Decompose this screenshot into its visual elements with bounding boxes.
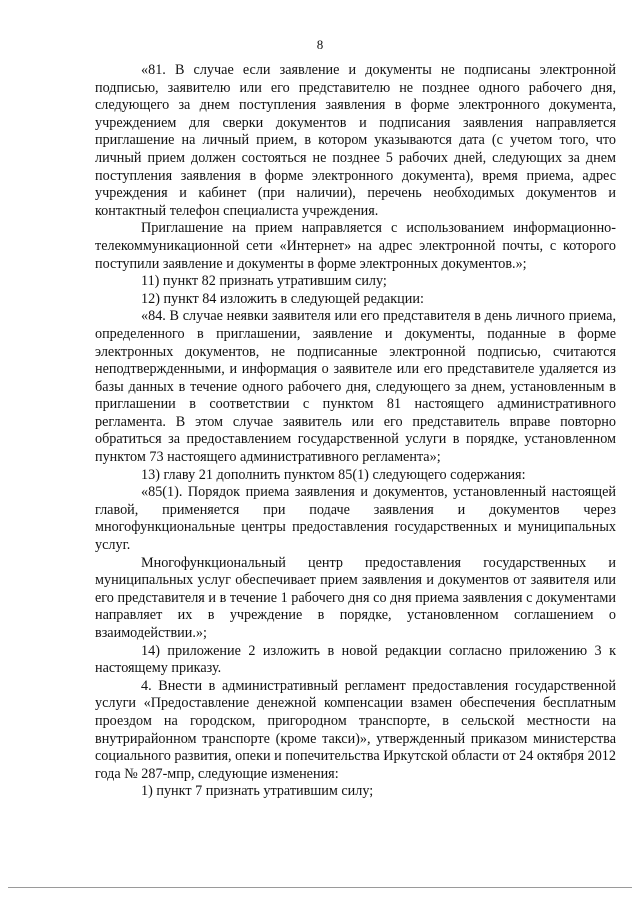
- paragraph-change-1: 1) пункт 7 признать утратившим силу;: [141, 783, 374, 800]
- paragraph-invitation: Приглашение на прием направляется с использованием информационно-телекоммуникационной сети «Интернет» на адрес электронной почты, с которого поступили заявление и документы в форме электронных документов.»;: [95, 220, 616, 272]
- paragraph-amendment-11: 11) пункт 82 признать утратившим силу;: [141, 273, 387, 290]
- paragraph-section-4: 4. Внести в административный регламент предоставления государственной услуги «Предоставление денежной компенсации взамен обеспечения бесплатным проездом на городском, пригородном транспорте, в сельской местности на внутрирайонном транспорте (кроме такси)», утвержденный приказом министерства социального развития, опеки и попечительства Иркутской области от 24 октября 2012 года № 287-мпр, следующие изменения:: [95, 677, 616, 782]
- page-number: 8: [316, 37, 324, 52]
- paragraph-item-84: «84. В случае неявки заявителя или его представителя в день личного приема, определенного в приглашении, заявление и документы, поданные в форме электронных документов, не подписанные электронной подписью, считаются неподтвержденными, и информация о заявителе или его представителе удаляется из базы данных в течение одного рабочего дня, следующего за днем, установленным в приглашении в соответствии с пунктом 81 настоящего административного регламента. В этом случае заявитель или его представитель вправе повторно обратиться за предоставлением государственной услуги в порядке, установленном пунктом 73 настоящего административного регламента»;: [95, 308, 616, 466]
- document-body: [95, 62, 616, 801]
- paragraph-item-85-1: «85(1). Порядок приема заявления и документов, установленный настоящей главой, применяется при подаче заявления и документов через многофункциональные центры предоставления государственных и муниципальных услуг.: [95, 484, 616, 554]
- paragraph-amendment-13: 13) главу 21 дополнить пунктом 85(1) следующего содержания:: [141, 466, 526, 483]
- paragraph-mfc: Многофункциональный центр предоставления государственных и муниципальных услуг обеспечивает прием заявления и документов от заявителя или его представителя и в течение 1 рабочего дня со дня приема заявления с документами направляет их в учреждение в порядке, установленном соглашением о взаимодействии.»;: [95, 554, 616, 641]
- paragraph-item-81: «81. В случае если заявление и документы не подписаны электронной подписью, заявителю или его представителю не позднее одного рабочего дня, следующего за днем поступления заявления в форме электронного документа, учреждением для сверки документов и подписания заявления направляется приглашение на личный прием, в котором указываются дата (с учетом того, что личный прием должен состояться не позднее 5 рабочих дней, следующих за днем поступления заявления в форме электронного документа), время приема, адрес учреждения и кабинет (при наличии), перечень необходимых документов и контактный телефон специалиста учреждения.: [95, 62, 616, 219]
- bottom-divider: [8, 887, 632, 888]
- paragraph-amendment-14: 14) приложение 2 изложить в новой редакции согласно приложению 3 к настоящему приказу.: [95, 642, 616, 677]
- paragraph-amendment-12: 12) пункт 84 изложить в следующей редакции:: [141, 290, 424, 307]
